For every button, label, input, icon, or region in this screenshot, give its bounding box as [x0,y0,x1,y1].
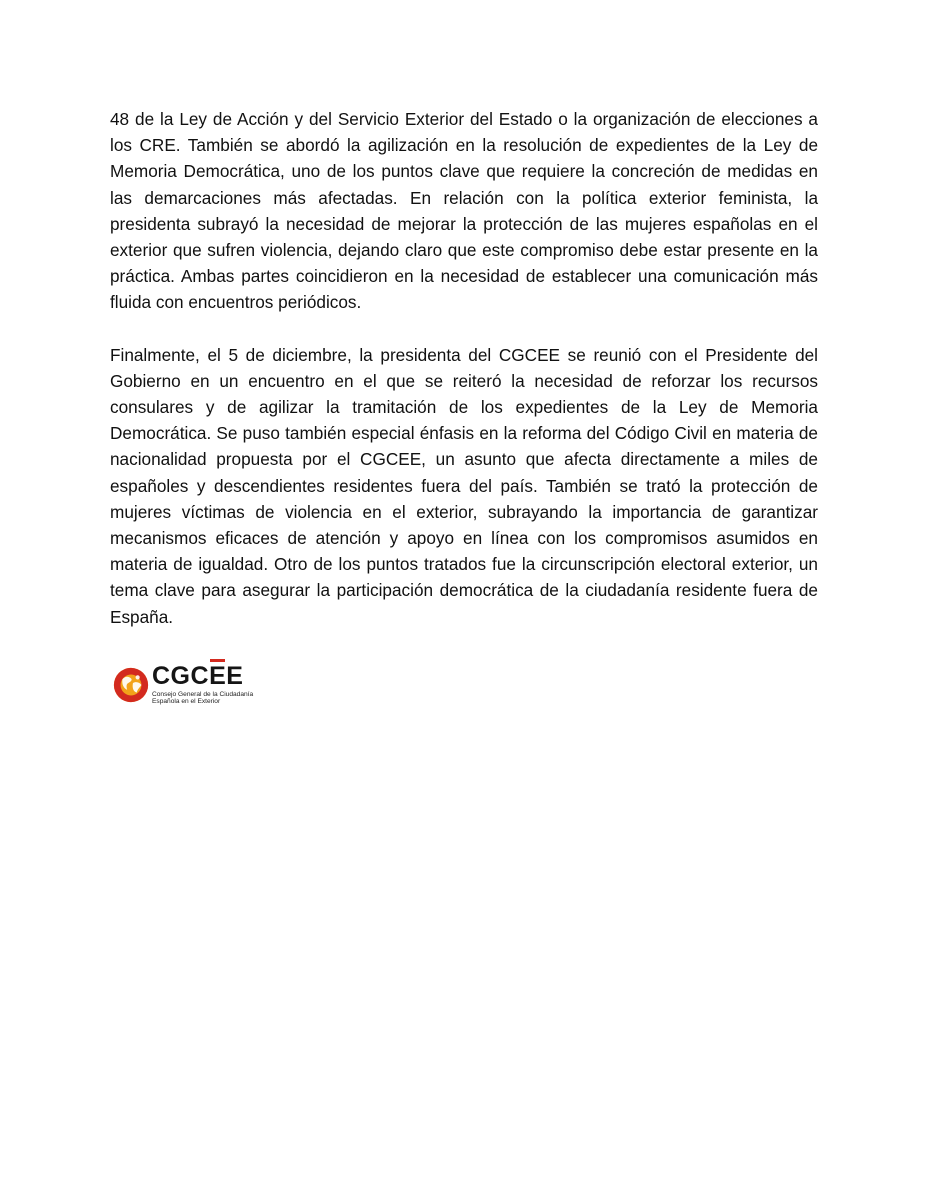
logo-wordmark-end: E [226,662,244,690]
cgcee-logo [112,660,312,706]
paragraph-1: 48 de la Ley de Acción y del Servicio Exterior del Estado o la organización de elecciones a los CRE. También se abordó la agilización en la resolución de expedientes de la Ley de Memoria Democrática, uno de los puntos clave que requiere la concreción de medidas en las demarcaciones más afectadas. En relación con la política exterior feminista, la presidenta subrayó la necesidad de mejorar la protección de las mujeres españolas en el exterior que sufren violencia, dejando claro que este compromiso debe estar presente en la práctica. Ambas partes coincidieron en la necesidad de establecer una comunicación más fluida con encuentros periódicos. [110,109,818,313]
logo-wordmark-accent-letter: E [209,662,227,690]
logo-subtitle [152,691,253,706]
logo-wordmark-start: CGC [152,662,210,690]
globe-logo-icon [112,666,150,704]
logo-subtitle-line-1: Consejo General de la Ciudadanía [152,691,254,698]
logo-subtitle-line-2: Española en el Exterior [152,698,221,706]
document-body [110,106,818,630]
logo-wordmark [152,662,243,690]
paragraph-2: Finalmente, el 5 de diciembre, la presidenta del CGCEE se reunió con el Presidente del Gobierno en un encuentro en el que se reiteró la necesidad de reforzar los recursos consulares y de agilizar la tramitación de los expedientes de la Ley de Memoria Democrática. Se puso también especial énfasis en la reforma del Código Civil en materia de nacionalidad propuesta por el CGCEE, un asunto que afecta directamente a miles de españoles y descendientes residentes fuera del país. También se trató la protección de mujeres víctimas de violencia en el exterior, subrayando la importancia de garantizar mecanismos eficaces de atención y apoyo en línea con los compromisos asumidos en materia de igualdad. Otro de los puntos tratados fue la circunscripción electoral exterior, un tema clave para asegurar la participación democrática de la ciudadanía residente fuera de España. [110,344,818,627]
